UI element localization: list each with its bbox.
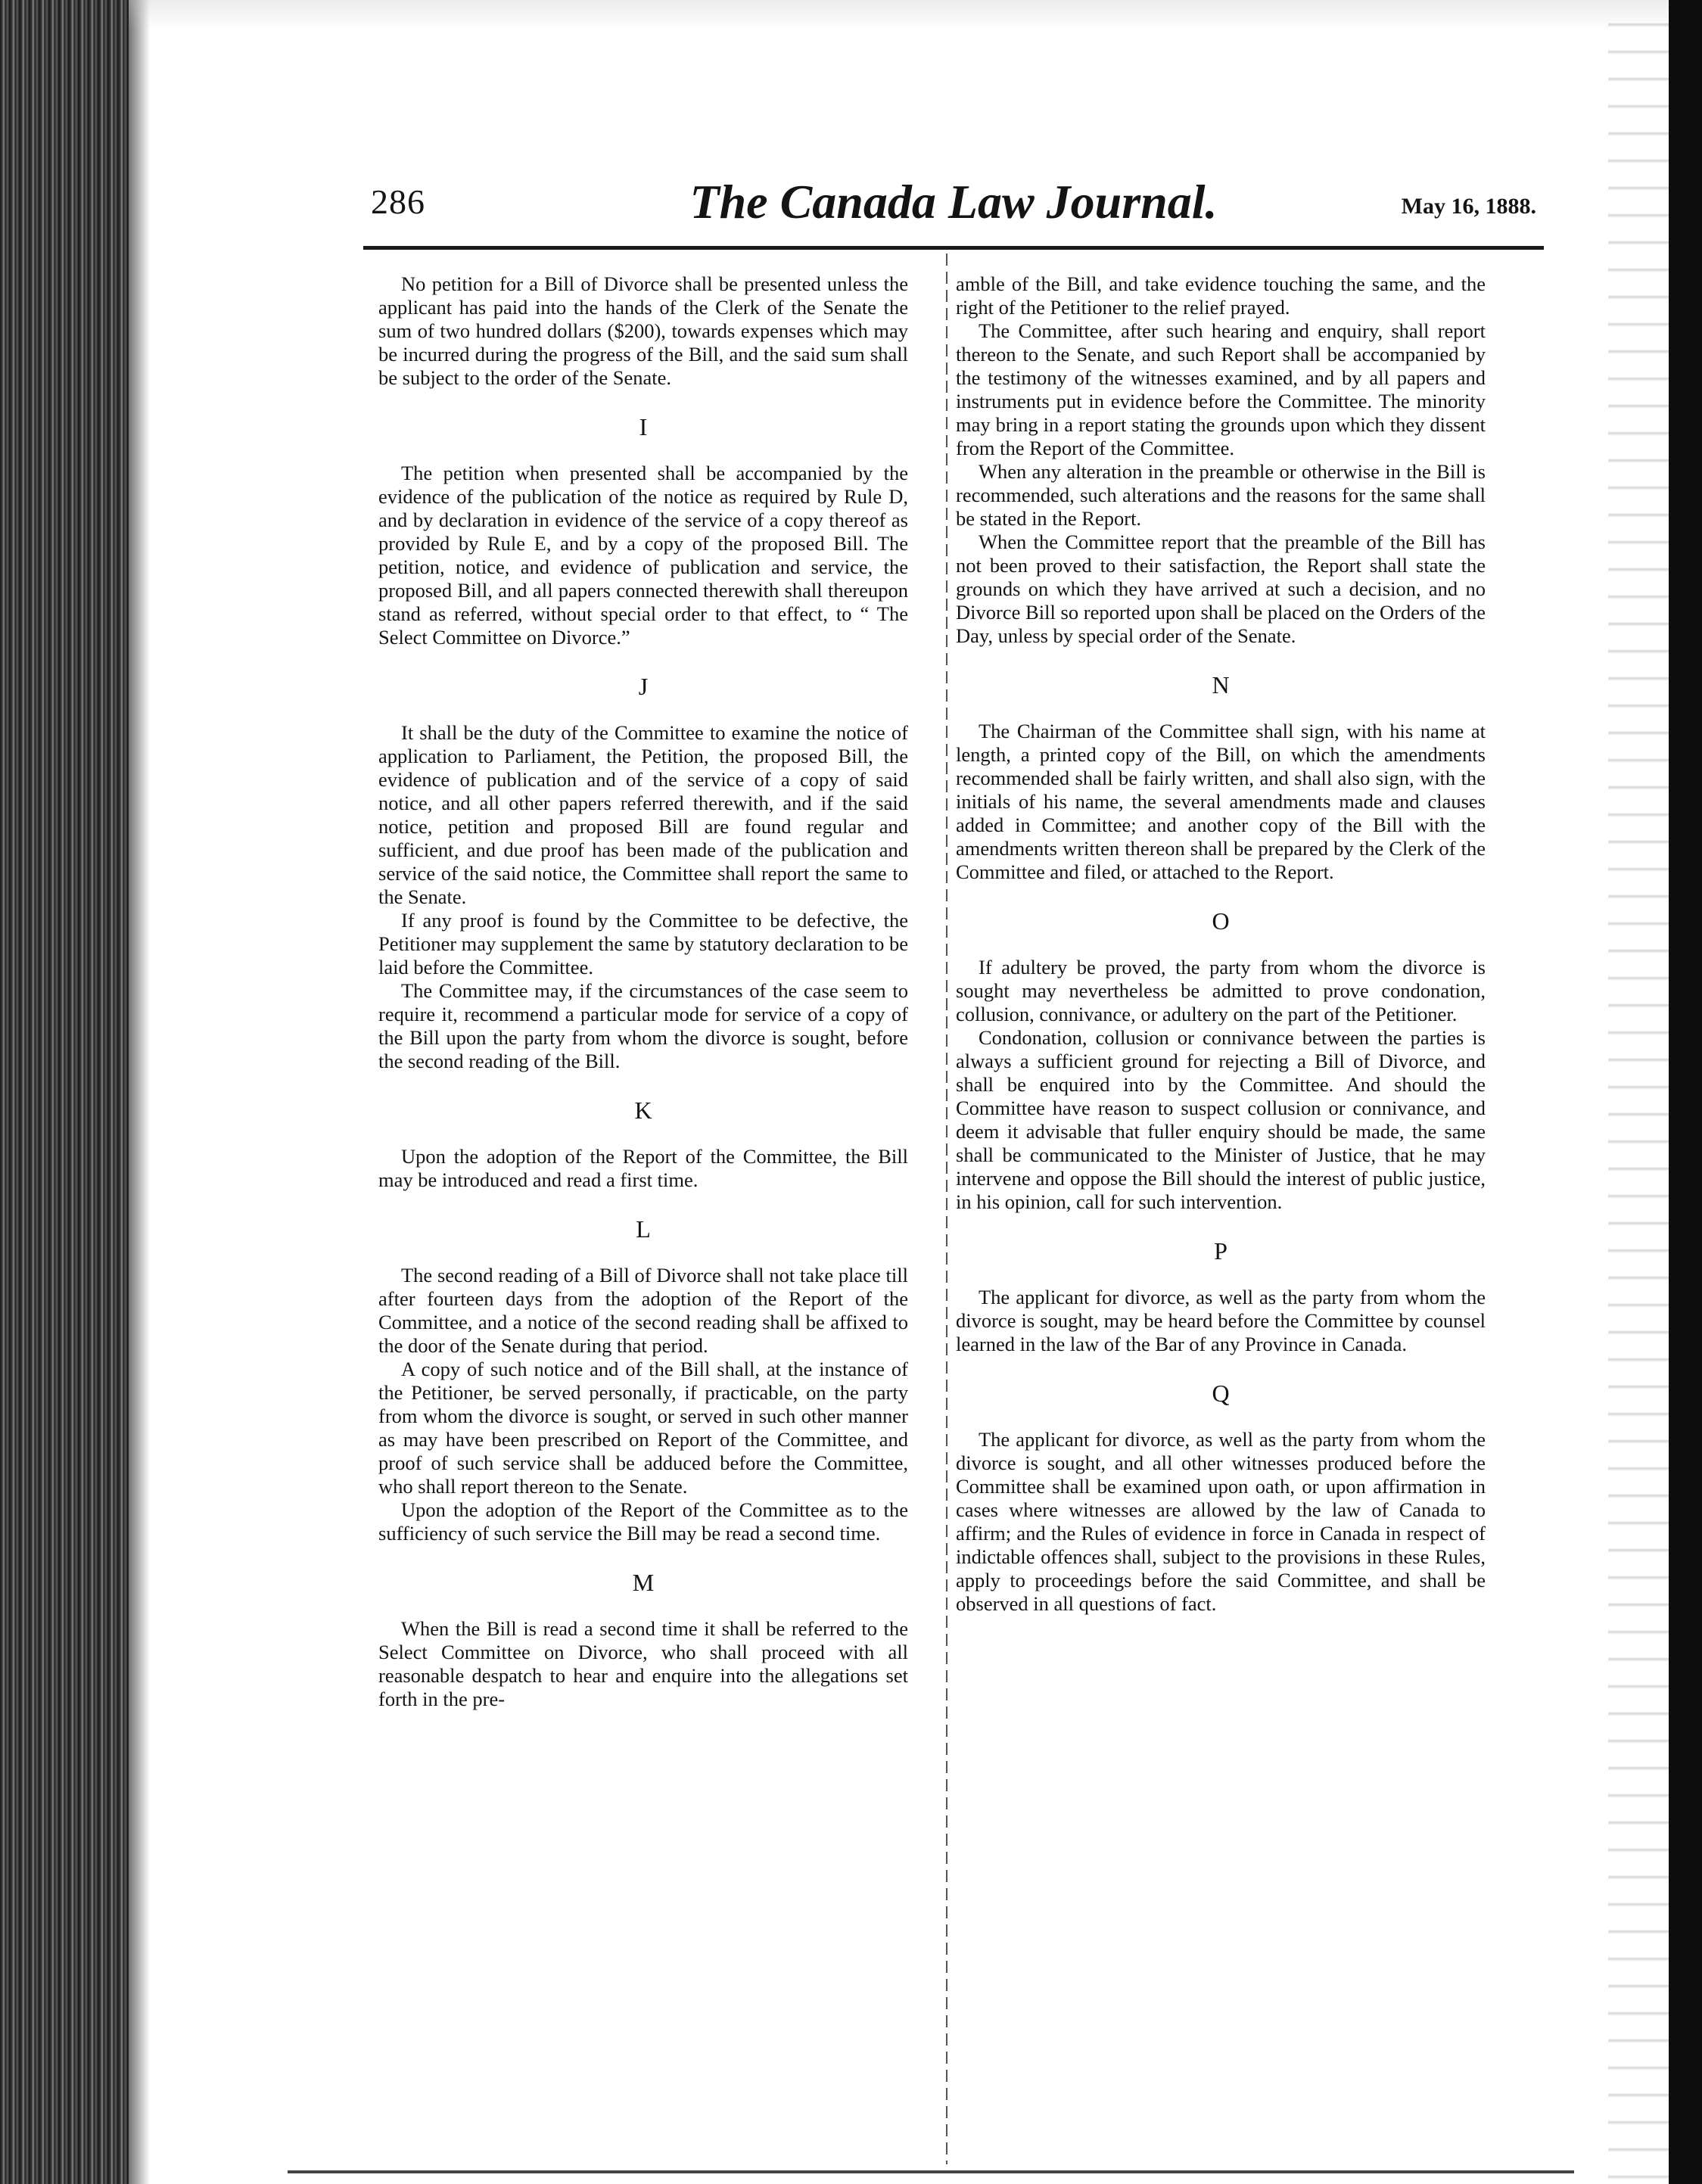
issue-date: May 16, 1888. xyxy=(1401,194,1536,219)
left-column xyxy=(378,272,908,1711)
rule-j-paragraph: It shall be the duty of the Committee to examine the notice of application to Parliament, the Petition, the proposed Bill, the evidence of publication and of the service of a copy of said notice, and all other papers referred therewith, and if the said notice, petition and proposed Bill are found regular and sufficient, and due proof has been made of the publication and service of the said notice, the Committee shall report the same to the Senate. xyxy=(378,721,908,908)
running-head xyxy=(371,174,1536,242)
rule-j-paragraph: The Committee may, if the circumstances of the case seem to require it, recommend a particular mode for service of a copy of the Bill upon the party from whom the divorce is sought, before the second reading of the Bill. xyxy=(378,979,908,1072)
right-column xyxy=(956,272,1486,1616)
header-rule xyxy=(363,246,1544,250)
rule-l-paragraph: The second reading of a Bill of Divorce shall not take place till after fourteen days from the adoption of the Report of the Committee, and a notice of the second reading shall be affixed to the door of the Senate during that period. xyxy=(378,1264,908,1357)
rule-heading-k: K xyxy=(634,1097,652,1124)
rule-l-paragraph: A copy of such notice and of the Bill shall, at the instance of the Petitioner, be served personally, if practicable, on the party from whom the divorce is sought, or served in such other manner as may have been prescribed on Report of the Committee, and proof of such service shall be adduced before the Committee, who shall report thereon to the Senate. xyxy=(378,1358,908,1498)
rule-l-paragraph: Upon the adoption of the Report of the Committee as to the sufficiency of such service the Bill may be read a second time. xyxy=(378,1498,908,1545)
rule-heading-j: J xyxy=(638,673,649,700)
rule-j-paragraph: If any proof is found by the Committee to be defective, the Petitioner may supplement the same by statutory declaration to be laid before the Committee. xyxy=(378,909,908,978)
continuation-paragraph: When any alteration in the preamble or otherwise in the Bill is recommended, such alterations and the reasons for the same shall be stated in the Report. xyxy=(956,460,1486,530)
rule-heading-m: M xyxy=(632,1569,655,1596)
column-divider xyxy=(946,254,947,2164)
continuation-paragraph: When the Committee report that the preamble of the Bill has not been proved to their satisfaction, the Report shall state the grounds on which they have arrived at such a decision, and no Divorce Bill so reported upon shall be placed on the Orders of the Day, unless by special order of the Senate. xyxy=(956,530,1486,647)
page-number: 286 xyxy=(371,182,425,221)
book-binding-edge xyxy=(0,0,129,2184)
scan-edge-right xyxy=(1669,0,1702,2184)
rule-o-paragraph: If adultery be proved, the party from whom the divorce is sought may nevertheless be admitted to prove condonation, collusion, connivance, or adultery on the part of the Petitioner. xyxy=(956,956,1486,1025)
rule-heading-p: P xyxy=(1214,1237,1227,1265)
rule-heading-n: N xyxy=(1212,671,1230,698)
rule-heading-i: I xyxy=(639,413,648,440)
page-bottom-edge xyxy=(288,2170,1574,2173)
rule-m-paragraph: When the Bill is read a second time it shall be referred to the Select Committee on Divorce, who shall proceed with all reasonable despatch to hear and enquire into the allegations set forth in the pre- xyxy=(378,1617,908,1710)
continuation-paragraph: amble of the Bill, and take evidence touching the same, and the right of the Petitioner to the relief prayed. xyxy=(956,272,1486,319)
intro-paragraph: No petition for a Bill of Divorce shall be presented unless the applicant has paid into the hands of the Clerk of the Senate the sum of two hundred dollars ($200), towards expenses which may be incurred during the progress of the Bill, and the said sum shall be subject to the order of the Senate. xyxy=(378,272,908,389)
rule-q-paragraph: The applicant for divorce, as well as the party from whom the divorce is sought, and all other witnesses produced before the Committee shall be examined upon oath, or upon affirmation in cases where witnesses are allowed by the law of Canada to affirm; and the Rules of evidence in force in Canada in respect of indictable offences shall, subject to the provisions in these Rules, apply to proceedings before the said Committee, and shall be observed in all questions of fact. xyxy=(956,1428,1486,1615)
rule-heading-l: L xyxy=(636,1215,651,1243)
rule-p-paragraph: The applicant for divorce, as well as the party from whom the divorce is sought, may be heard before the Committee by counsel learned in the law of the Bar of any Province in Canada. xyxy=(956,1286,1486,1355)
page-top-shade xyxy=(129,0,1702,30)
rule-i-paragraph: The petition when presented shall be accompanied by the evidence of the publication of the notice as required by Rule D, and by declaration in evidence of the service of a copy thereof as provided by Rule E, and by a copy of the proposed Bill. The petition, notice, and evidence of publication and service, the proposed Bill, and all papers connected therewith shall thereupon stand as referred, without special order to that effect, to “ The Select Committee on Divorce.” xyxy=(378,462,908,649)
rule-heading-q: Q xyxy=(1212,1380,1230,1407)
rule-n-paragraph: The Chairman of the Committee shall sign, with his name at length, a printed copy of the Bill, on which the amendments recommended shall be fairly written, and shall also sign, with the initials of his name, the several amendments made and clauses added in Committee; and another copy of the Bill with the amendments written thereon shall be prepared by the Clerk of the Committee and filed, or attached to the Report. xyxy=(956,720,1486,883)
journal-title: The Canada Law Journal. xyxy=(689,175,1218,229)
scan-noise-right xyxy=(1608,0,1669,2184)
rule-heading-o: O xyxy=(1212,907,1230,935)
continuation-paragraph: The Committee, after such hearing and enquiry, shall report thereon to the Senate, and such Report shall be accompanied by the testimony of the witnesses examined, and by all papers and instruments put in evidence before the Committee. The minority may bring in a report stating the grounds upon which they dissent from the Report of the Committee. xyxy=(956,319,1486,459)
rule-o-paragraph: Condonation, collusion or connivance between the parties is always a sufficient ground for rejecting a Bill of Divorce, and shall be enquired into by the Committee. And should the Committee have reason to suspect collusion or connivance, and deem it advisable that fuller enquiry should be made, the same shall be communicated to the Minister of Justice, that he may intervene and oppose the Bill should the interest of public justice, in his opinion, call for such intervention. xyxy=(956,1026,1486,1213)
rule-k-paragraph: Upon the adoption of the Report of the Committee, the Bill may be introduced and read a first time. xyxy=(378,1145,908,1191)
